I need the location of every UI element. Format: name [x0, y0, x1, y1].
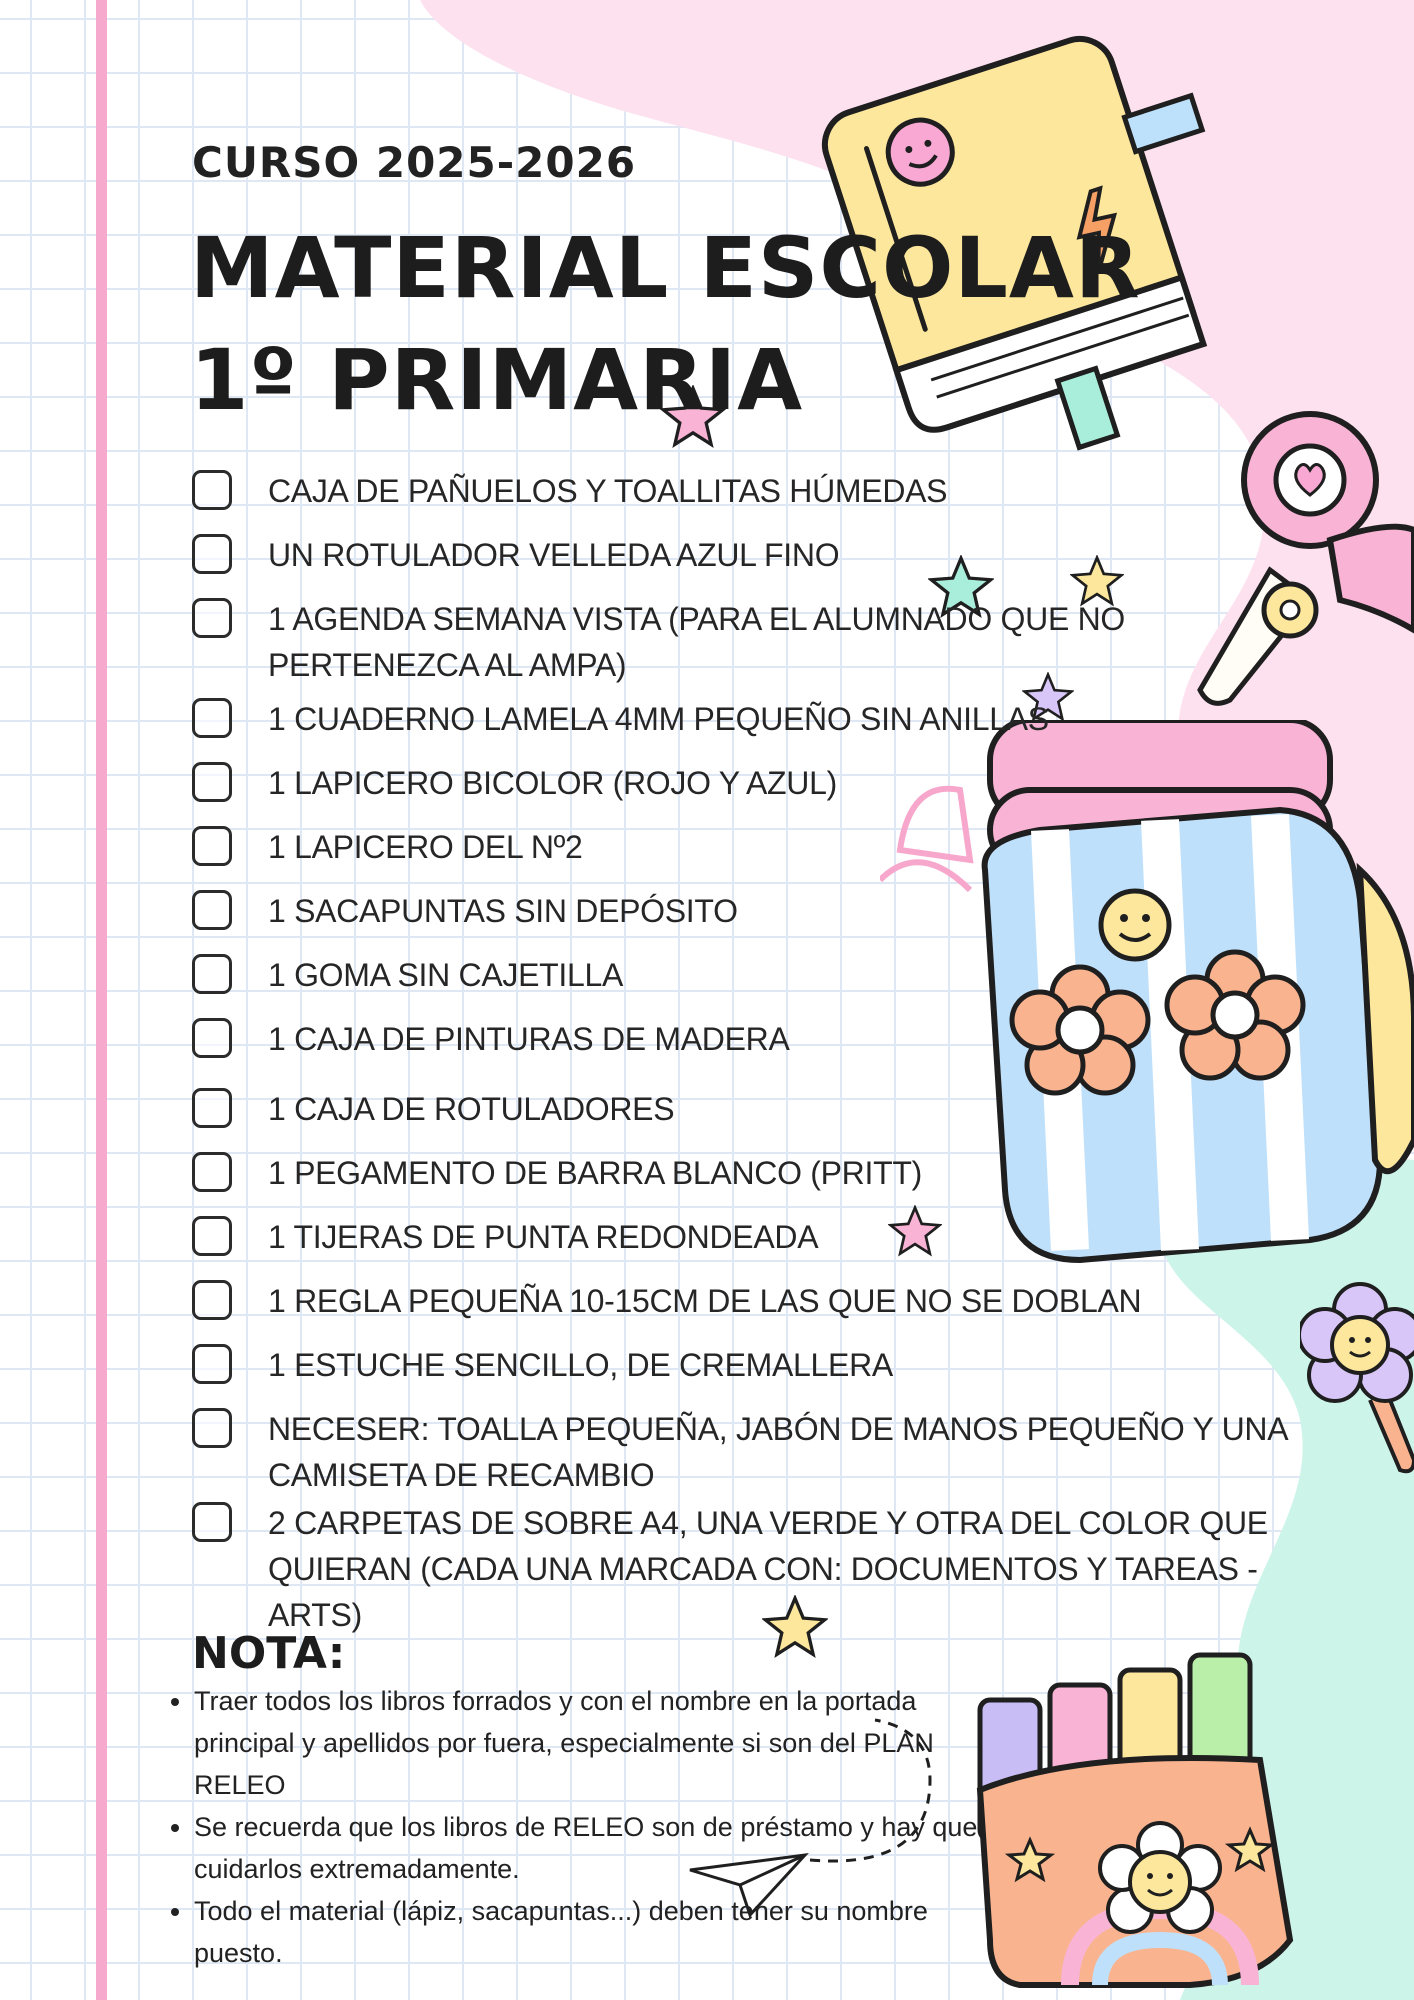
- checklist-item: [192, 1278, 1322, 1324]
- checklist-item: [192, 1086, 1322, 1132]
- checkbox[interactable]: [192, 698, 232, 738]
- checkbox[interactable]: [192, 1408, 232, 1448]
- checkbox[interactable]: [192, 1216, 232, 1256]
- note-title: NOTA:: [192, 1628, 346, 1679]
- checkbox[interactable]: [192, 826, 232, 866]
- title-line: MATERIAL ESCOLAR: [190, 219, 1141, 317]
- checklist-item-label: 1 CUADERNO LAMELA 4MM PEQUEÑO SIN ANILLAS: [268, 701, 1049, 737]
- margin-line: [96, 0, 107, 2000]
- checklist-item-label: 1 AGENDA SEMANA VISTA (PARA EL ALUMNADO QUE NO PERTENEZCA AL AMPA): [268, 601, 1125, 683]
- checkbox[interactable]: [192, 1152, 232, 1192]
- checklist-item: [192, 1342, 1322, 1388]
- checklist-item: [192, 1406, 1322, 1498]
- checklist-item: [192, 888, 1322, 934]
- course-year: CURSO 2025-2026: [192, 138, 637, 187]
- page-title: [190, 212, 1141, 436]
- note-item: • Se recuerda que los libros de RELEO son de préstamo y hay que cuidarlos extremadamente.: [194, 1806, 994, 1890]
- checklist-item-label: NECESER: TOALLA PEQUEÑA, JABÓN DE MANOS PEQUEÑO Y UNA CAMISETA DE RECAMBIO: [268, 1411, 1287, 1493]
- checklist-item: [192, 1150, 1322, 1196]
- checkbox[interactable]: [192, 954, 232, 994]
- checkbox[interactable]: [192, 1344, 232, 1384]
- notes-list: [162, 1680, 994, 1974]
- checkbox[interactable]: [192, 534, 232, 574]
- checkbox[interactable]: [192, 1018, 232, 1058]
- checklist-item-label: 1 LAPICERO DEL Nº2: [268, 829, 583, 865]
- checklist-item: [192, 1214, 1322, 1260]
- checkbox[interactable]: [192, 470, 232, 510]
- checklist-item-label: 1 PEGAMENTO DE BARRA BLANCO (PRITT): [268, 1155, 922, 1191]
- checklist-item: [192, 696, 1322, 742]
- title-line: 1º PRIMARIA: [190, 331, 804, 429]
- checklist-item: [192, 532, 1322, 578]
- crayon-box-illustration: [960, 1640, 1350, 1990]
- checklist-item: [192, 468, 1322, 514]
- checklist-item-label: 1 CAJA DE ROTULADORES: [268, 1091, 675, 1127]
- checklist-item-label: 1 SACAPUNTAS SIN DEPÓSITO: [268, 893, 738, 929]
- checklist-item: [192, 824, 1322, 870]
- checklist-item-label: UN ROTULADOR VELLEDA AZUL FINO: [268, 537, 840, 573]
- checkbox[interactable]: [192, 1280, 232, 1320]
- checklist-item: [192, 1016, 1322, 1062]
- checkbox[interactable]: [192, 890, 232, 930]
- note-item: • Traer todos los libros forrados y con el nombre en la portada principal y apellidos por fuera, especialmente si son del PLAN RELEO: [194, 1680, 994, 1806]
- checkbox[interactable]: [192, 762, 232, 802]
- checkbox[interactable]: [192, 1502, 232, 1542]
- checklist-item: [192, 952, 1322, 998]
- checklist-item-label: 1 REGLA PEQUEÑA 10-15CM DE LAS QUE NO SE DOBLAN: [268, 1283, 1142, 1319]
- checklist-item-label: 1 ESTUCHE SENCILLO, DE CREMALLERA: [268, 1347, 893, 1383]
- checklist-item: [192, 1500, 1322, 1638]
- checkbox[interactable]: [192, 1088, 232, 1128]
- checklist-item-label: 1 GOMA SIN CAJETILLA: [268, 957, 624, 993]
- checklist-item-label: 1 CAJA DE PINTURAS DE MADERA: [268, 1021, 790, 1057]
- note-item: • Todo el material (lápiz, sacapuntas...) deben tener su nombre puesto.: [194, 1890, 994, 1974]
- checkbox[interactable]: [192, 598, 232, 638]
- checklist-item-label: 1 TIJERAS DE PUNTA REDONDEADA: [268, 1219, 819, 1255]
- checklist-item-label: 1 LAPICERO BICOLOR (ROJO Y AZUL): [268, 765, 837, 801]
- checklist-item-label: CAJA DE PAÑUELOS Y TOALLITAS HÚMEDAS: [268, 473, 948, 509]
- checklist-item: [192, 760, 1322, 806]
- checklist-item: [192, 596, 1322, 688]
- checklist-item-label: 2 CARPETAS DE SOBRE A4, UNA VERDE Y OTRA DEL COLOR QUE QUIERAN (CADA UNA MARCADA CON: DOCUMENTOS Y TAREAS - ARTS): [268, 1505, 1268, 1633]
